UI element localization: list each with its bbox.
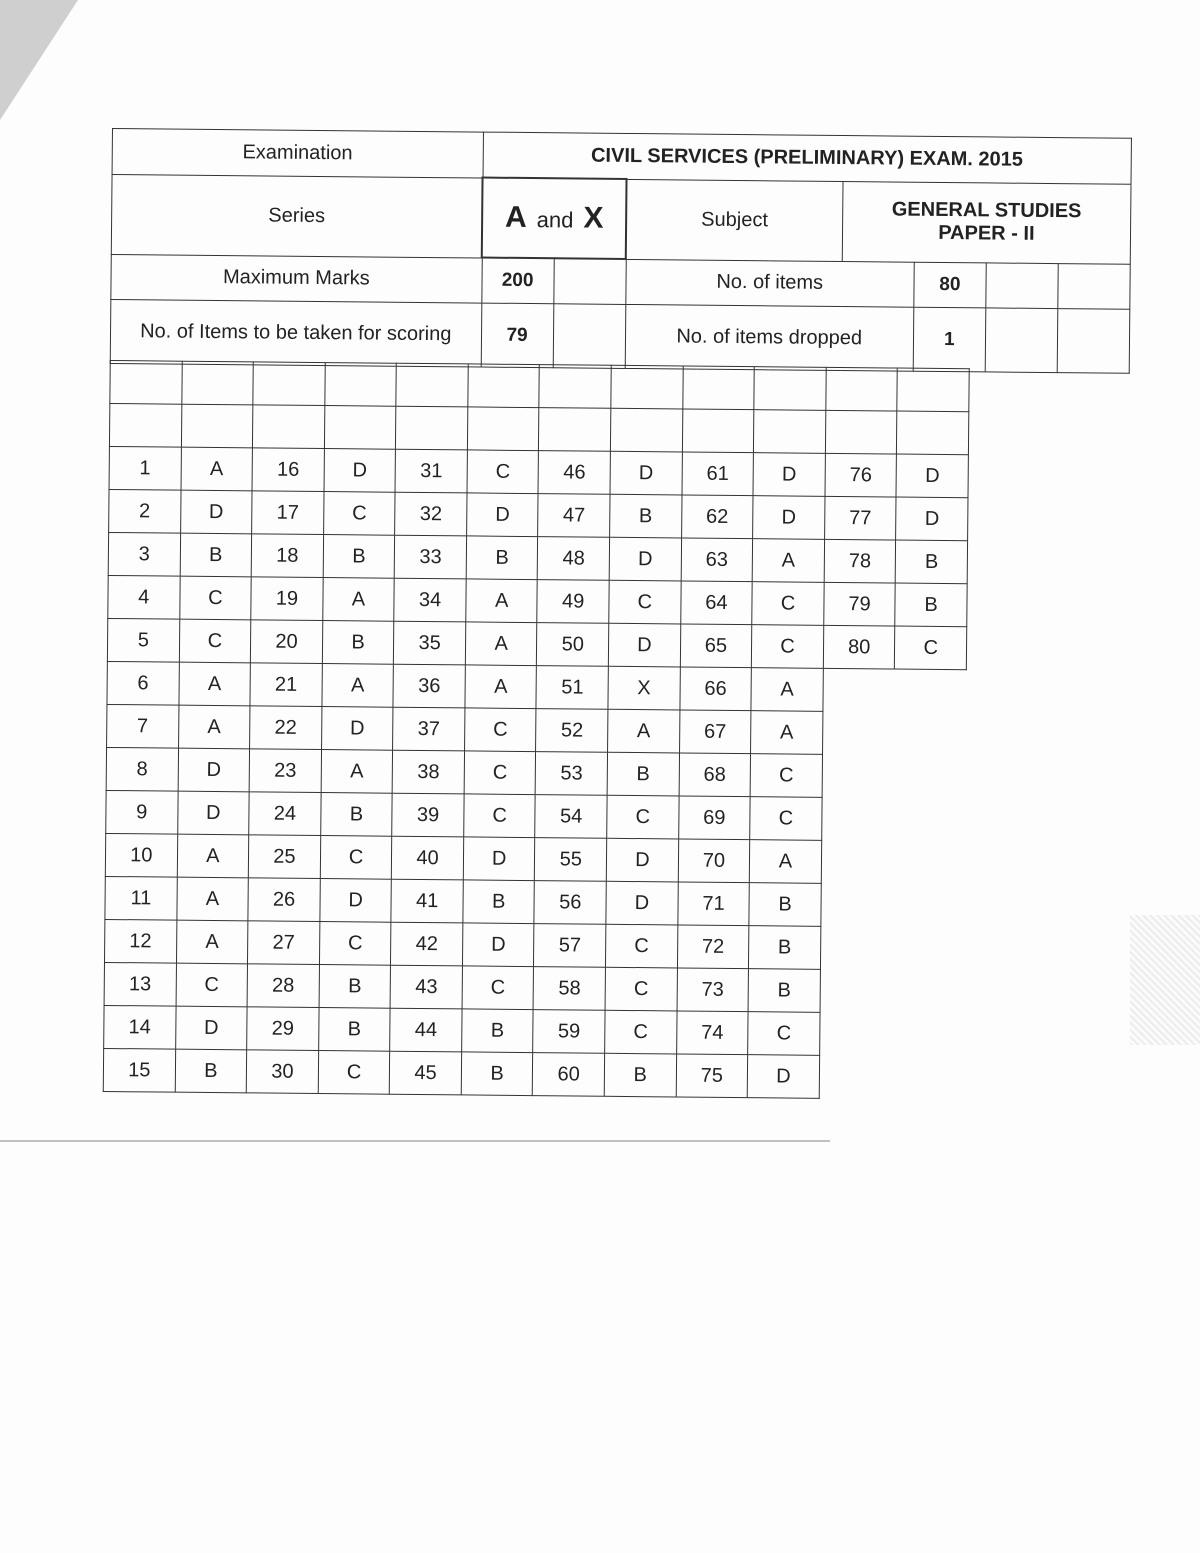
question-number: 10 [105, 833, 177, 877]
question-number: 35 [394, 621, 466, 665]
empty-cell [325, 363, 397, 407]
question-number: 71 [678, 882, 750, 926]
empty-slot [893, 755, 965, 799]
question-number: 24 [249, 792, 321, 836]
question-number: 19 [251, 577, 323, 621]
series-and: and [536, 207, 574, 233]
answer-letter: D [606, 881, 678, 925]
empty-cell [682, 366, 754, 410]
question-number: 51 [536, 666, 608, 710]
question-number: 28 [247, 964, 319, 1008]
answer-letter: D [753, 453, 825, 497]
empty-cell [468, 364, 540, 408]
answer-letter: B [463, 880, 535, 924]
empty-cell [253, 405, 325, 449]
answer-letter: B [320, 793, 392, 837]
question-number: 18 [251, 534, 323, 578]
answer-letter: B [749, 883, 821, 927]
items-scoring-label: No. of Items to be taken for scoring [110, 299, 481, 367]
answer-letter: D [320, 879, 392, 923]
answer-letter: A [466, 579, 538, 623]
max-marks-value: 200 [481, 258, 553, 304]
question-number: 77 [824, 496, 896, 540]
answer-letter: A [608, 709, 680, 753]
examination-label: Examination [112, 129, 483, 178]
empty-slot [891, 970, 963, 1014]
question-number: 73 [677, 968, 749, 1012]
answer-letter: B [175, 1049, 247, 1093]
answer-letter: C [748, 1012, 820, 1056]
empty-cell [539, 408, 611, 452]
answer-letter: C [179, 576, 251, 620]
answer-letter: B [462, 1009, 534, 1053]
question-number: 47 [538, 494, 610, 538]
answer-letter: A [321, 750, 393, 794]
empty-cell [396, 363, 468, 407]
series-value [482, 178, 627, 259]
answer-letter: C [467, 450, 539, 494]
question-number: 78 [824, 539, 896, 583]
empty-slot [822, 754, 894, 798]
question-number: 12 [104, 919, 176, 963]
answer-letter: C [464, 794, 536, 838]
question-number: 68 [679, 753, 751, 797]
question-number: 6 [107, 661, 179, 705]
empty-cell [610, 408, 682, 452]
question-number: 42 [391, 922, 463, 966]
answer-letter: A [751, 711, 823, 755]
question-number: 40 [392, 836, 464, 880]
answer-letter: A [179, 662, 251, 706]
question-number: 46 [538, 451, 610, 495]
answer-letter: A [752, 539, 824, 583]
empty-slot [821, 840, 893, 884]
answer-letter: D [610, 451, 682, 495]
answer-letter: C [752, 582, 824, 626]
answer-letter: C [464, 751, 536, 795]
answer-letter: A [750, 840, 822, 884]
question-number: 37 [393, 707, 465, 751]
items-dropped-label: No. of items dropped [625, 304, 914, 371]
empty-slot [820, 969, 892, 1013]
question-number: 33 [395, 535, 467, 579]
empty-cell [897, 411, 969, 455]
empty-cell [826, 367, 898, 411]
answer-letter: D [753, 496, 825, 540]
answer-letter: C [320, 836, 392, 880]
series-a: A [504, 200, 527, 234]
question-number: 67 [679, 710, 751, 754]
question-number: 14 [104, 1005, 176, 1049]
answer-letter: C [605, 967, 677, 1011]
blank-cell [553, 258, 625, 304]
empty-cell [897, 368, 969, 412]
empty-slot [820, 926, 892, 970]
question-number: 3 [108, 532, 180, 576]
question-number: 70 [678, 839, 750, 883]
scan-corner-shadow [0, 0, 78, 120]
answer-letter: D [467, 493, 539, 537]
scan-edge-line [0, 1140, 830, 1142]
answer-letter: A [181, 447, 253, 491]
question-number: 16 [252, 448, 324, 492]
question-number: 13 [104, 962, 176, 1006]
question-number: 54 [535, 795, 607, 839]
answer-letter: C [750, 754, 822, 798]
question-number: 61 [682, 452, 754, 496]
subject-label: Subject [626, 179, 843, 261]
answer-letter: B [180, 533, 252, 577]
answer-letter: D [463, 837, 535, 881]
question-number: 60 [533, 1053, 605, 1097]
answer-letter: D [896, 497, 968, 541]
answer-letter: A [178, 705, 250, 749]
items-scoring-value: 79 [481, 303, 554, 368]
answer-letter: A [465, 665, 537, 709]
empty-cell [109, 403, 181, 447]
question-number: 48 [538, 537, 610, 581]
question-number: 72 [677, 925, 749, 969]
answer-letter: D [178, 748, 250, 792]
question-number: 9 [106, 790, 178, 834]
blank-cell [1057, 309, 1130, 374]
question-number: 39 [392, 793, 464, 837]
question-number: 38 [392, 750, 464, 794]
answer-letter: C [609, 580, 681, 624]
answer-letter: A [176, 920, 248, 964]
answer-letter: C [318, 1051, 390, 1095]
answer-letter: B [461, 1052, 533, 1096]
empty-cell [110, 360, 182, 404]
answer-key-sheet [102, 128, 1152, 1168]
question-number: 23 [249, 749, 321, 793]
question-number: 7 [107, 704, 179, 748]
answer-letter: D [896, 454, 968, 498]
answer-letter: D [608, 623, 680, 667]
answer-letter: B [466, 536, 538, 580]
answer-letter: D [321, 707, 393, 751]
empty-slot [823, 668, 895, 712]
answer-letter: B [895, 583, 967, 627]
question-number: 58 [534, 967, 606, 1011]
question-number: 21 [250, 663, 322, 707]
answer-letter: C [752, 625, 824, 669]
question-number: 64 [680, 581, 752, 625]
question-number: 17 [252, 491, 324, 535]
empty-slot [819, 1012, 891, 1056]
answer-letter: D [180, 490, 252, 534]
question-number: 25 [248, 835, 320, 879]
empty-slot [891, 1056, 963, 1100]
empty-cell [324, 406, 396, 450]
answer-letter: D [177, 791, 249, 835]
empty-cell [539, 365, 611, 409]
answer-letter: C [607, 795, 679, 839]
empty-slot [891, 1013, 963, 1057]
question-number: 36 [393, 664, 465, 708]
question-number: 76 [825, 453, 897, 497]
blank-cell [986, 262, 1058, 308]
answer-letter: C [179, 619, 251, 663]
answer-letter: C [895, 626, 967, 670]
question-number: 53 [536, 752, 608, 796]
question-number: 50 [537, 623, 609, 667]
answer-letter: B [318, 1008, 390, 1052]
empty-cell [396, 406, 468, 450]
subject-line-1: GENERAL STUDIES [891, 198, 1082, 223]
answer-letter: D [324, 449, 396, 493]
question-number: 59 [533, 1010, 605, 1054]
empty-cell [682, 409, 754, 453]
empty-slot [819, 1055, 891, 1099]
empty-slot [894, 712, 966, 756]
empty-slot [894, 669, 966, 713]
answer-letter: B [607, 752, 679, 796]
question-number: 49 [537, 580, 609, 624]
empty-slot [821, 797, 893, 841]
series-x: X [583, 201, 604, 235]
answer-letter: A [322, 664, 394, 708]
question-number: 31 [395, 449, 467, 493]
examination-value: CIVIL SERVICES (PRELIMINARY) EXAM. 2015 [483, 132, 1132, 184]
question-number: 32 [395, 492, 467, 536]
answer-letter: B [896, 540, 968, 584]
question-number: 30 [246, 1050, 318, 1094]
question-number: 15 [103, 1048, 175, 1092]
answer-letter: B [319, 965, 391, 1009]
answer-letter: A [751, 668, 823, 712]
question-number: 1 [109, 446, 181, 490]
empty-cell [181, 404, 253, 448]
blank-cell [1058, 263, 1131, 309]
question-number: 29 [247, 1007, 319, 1051]
items-dropped-value: 1 [913, 307, 986, 372]
question-number: 11 [105, 876, 177, 920]
no-items-value: 80 [914, 262, 986, 308]
question-number: 27 [248, 921, 320, 965]
answer-letter: A [323, 578, 395, 622]
question-number: 20 [251, 620, 323, 664]
empty-slot [893, 798, 965, 842]
answer-letter: C [606, 924, 678, 968]
blank-cell [985, 308, 1058, 373]
question-number: 45 [390, 1051, 462, 1095]
question-number: 26 [248, 878, 320, 922]
answer-letter: C [323, 492, 395, 536]
empty-cell [754, 367, 826, 411]
empty-cell [611, 365, 683, 409]
empty-cell [467, 407, 539, 451]
question-number: 65 [680, 624, 752, 668]
answer-letter: B [323, 535, 395, 579]
answer-letter: C [176, 963, 248, 1007]
empty-cell [181, 361, 253, 405]
answer-key-table [103, 360, 970, 1100]
answer-letter: D [747, 1055, 819, 1099]
question-number: 34 [394, 578, 466, 622]
answer-letter: C [319, 922, 391, 966]
empty-slot [893, 841, 965, 885]
question-number: 44 [390, 1008, 462, 1052]
blank-cell [553, 304, 626, 369]
question-number: 2 [109, 489, 181, 533]
question-number: 56 [534, 881, 606, 925]
subject-line-2: PAPER - II [938, 221, 1035, 245]
answer-letter: C [605, 1010, 677, 1054]
answer-letter: A [465, 622, 537, 666]
question-number: 4 [108, 575, 180, 619]
answer-letter: D [609, 537, 681, 581]
answer-letter: A [177, 877, 249, 921]
answer-letter: A [177, 834, 249, 878]
question-number: 66 [680, 667, 752, 711]
answer-letter: C [464, 708, 536, 752]
question-number: 62 [681, 495, 753, 539]
answer-letter: D [462, 923, 534, 967]
subject-value [842, 181, 1131, 264]
question-number: 57 [534, 924, 606, 968]
empty-cell [754, 410, 826, 454]
question-number: 75 [676, 1054, 748, 1098]
question-number: 79 [824, 582, 896, 626]
answer-letter: B [610, 494, 682, 538]
answer-letter: D [175, 1006, 247, 1050]
answer-letter: B [749, 926, 821, 970]
answer-letter: B [322, 621, 394, 665]
question-number: 55 [535, 838, 607, 882]
question-number: 74 [676, 1011, 748, 1055]
no-items-label: No. of items [625, 259, 914, 307]
answer-letter: B [604, 1053, 676, 1097]
empty-slot [892, 884, 964, 928]
question-number: 52 [536, 709, 608, 753]
question-number: 22 [250, 706, 322, 750]
empty-slot [821, 883, 893, 927]
empty-slot [892, 927, 964, 971]
question-number: 63 [681, 538, 753, 582]
empty-slot [822, 711, 894, 755]
question-number: 8 [106, 747, 178, 791]
answer-letter: C [750, 797, 822, 841]
exam-info-table [110, 128, 1132, 374]
answer-letter: X [608, 666, 680, 710]
question-number: 43 [390, 965, 462, 1009]
question-number: 5 [107, 618, 179, 662]
max-marks-label: Maximum Marks [111, 254, 482, 303]
answer-letter: B [748, 969, 820, 1013]
empty-cell [825, 410, 897, 454]
question-number: 80 [823, 625, 895, 669]
answer-letter: D [606, 838, 678, 882]
question-number: 69 [678, 796, 750, 840]
empty-cell [253, 362, 325, 406]
series-label: Series [111, 174, 482, 258]
answer-letter: C [462, 966, 534, 1010]
question-number: 41 [391, 879, 463, 923]
answer-row [103, 1048, 962, 1099]
